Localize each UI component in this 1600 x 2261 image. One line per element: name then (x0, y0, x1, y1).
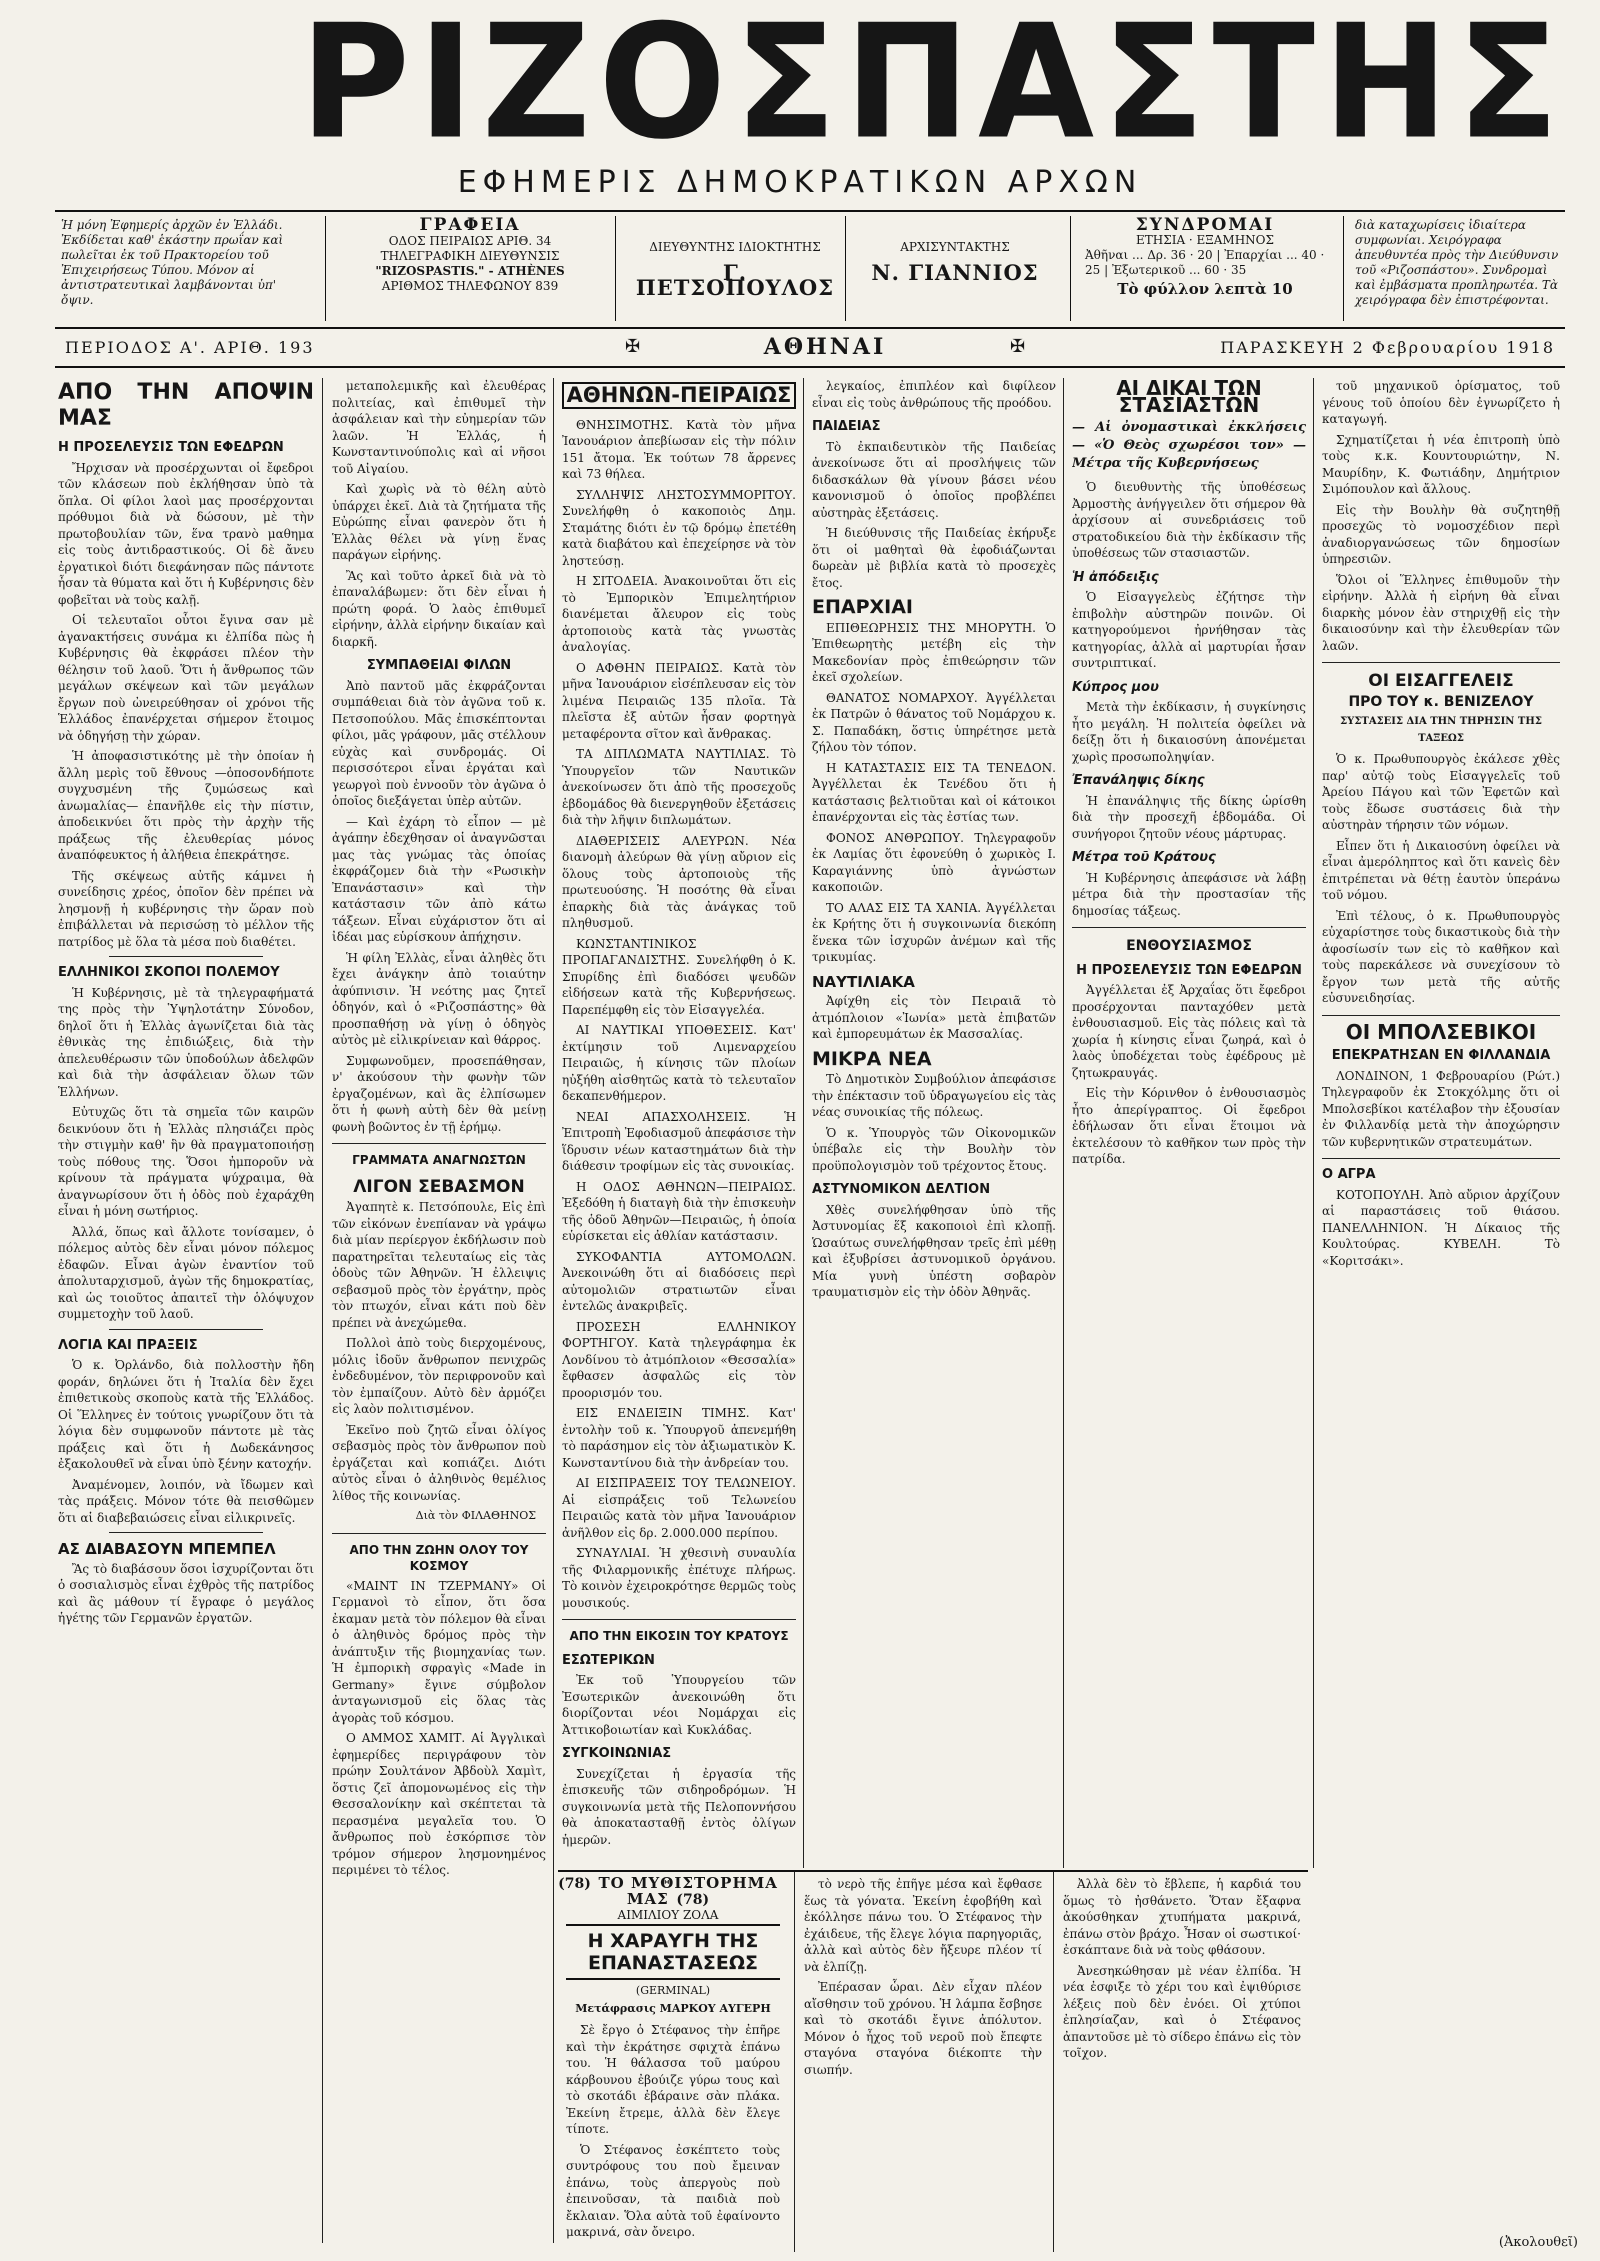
article-paragraph: Ἡ Κυβέρνησις, μὲ τὰ τηλεγραφήματά της πρὸς τὴν Ὑψηλοτάτην Σύνοδον, δηλοῖ ὅτι ἡ Ἑλλὰς ἀγωνίζεται διὰ τὰς ἐθνικὰς της ἐπιδιώξεις, διὰ τὴν ἀπελευθέρωσιν τῶν ὑποδούλων ἀδελφῶν καὶ διὰ τὴν ἀσφάλειαν ὅλων τῶν Ἑλλήνων. (58, 985, 314, 1099)
serial-translator: Μετάφρασις ΜΑΡΚΟΥ ΑΥΓΕΡΗ (575, 2002, 771, 2015)
serial-author: ΑΙΜΙΛΙΟΥ ΖΟΛΑ (617, 1908, 719, 1922)
serial-paragraph: Ἐπέρασαν ὧραι. Δὲν εἶχαν πλέον αἴσθησιν τοῦ χρόνου. Ἡ λάμπα ἔσβησε καὶ τὸ σκοτάδι ἔγινε ἀπόλυτον. Μόνον ὁ ἦχος τοῦ νεροῦ ποὺ ἔπεφτε σταγόνα σταγόνα διέκοπτε τὴν σιωπήν. (804, 1980, 1042, 2077)
column-2 (332, 378, 546, 2243)
serial-novel (558, 1870, 1308, 2252)
article-paragraph: Ο ΑΦΘΗΝ ΠΕΙΡΑΙΩΣ. Κατὰ τὸν μῆνα Ἰανουάριον εἰσέπλευσαν εἰς τὸν λιμένα Πειραιῶς 135 πλοῖα. Τὰ πλεῖστα ἐξ αὐτῶν ἦσαν φορτηγὰ μεταφέροντα σῖτον καὶ ἄνθρακας. (562, 660, 796, 741)
article-subheading: Μέτρα τοῦ Κράτους (1072, 850, 1216, 865)
subs-columns: ΕΤΗΣΙΑ · ΕΞΑΜΗΝΟΣ (1135, 233, 1274, 247)
editor-label: ΑΡΧΙΣΥΝΤΑΚΤΗΣ (900, 240, 1010, 254)
section-heading: ΣΥΓΚΟΙΝΩΝΙΑΣ (562, 1746, 672, 1761)
editor-block (855, 218, 1055, 285)
serial-paragraph: Ἀλλὰ δὲν τὸ ἔβλεπε, ἡ καρδιά του ὅμως τὸ ἠσθάνετο. Ὅταν ἔξαφνα ἀκούσθηκαν χτυπήματα μακρινά, ἐπάνω στὸν βράχο. Ἦσαν οἱ σωστικοί· ἐσκάπτανε διὰ νὰ τοὺς φθάσουν. (1063, 1877, 1301, 1957)
divider (1072, 927, 1306, 928)
masthead (0, 0, 1600, 205)
article-paragraph: ΣΥΚΟΦΑΝΤΙΑ ΑΥΤΟΜΟΛΩΝ. Ἀνεκοινώθη ὅτι αἱ διαδόσεις περὶ αὐτομολιῶν στρατιωτῶν εἶναι ἐντελῶς ἀνακριβεῖς. (562, 1249, 796, 1313)
article-paragraph: Εἰς τὴν Βουλὴν θὰ συζητηθῇ προσεχῶς τὸ νομοσχέδιον περὶ ἀναδιοργανώσεως τῶν δημοσίων ὑπηρεσιῶν. (1322, 502, 1560, 566)
serial-header (558, 1876, 778, 1923)
article-paragraph: Εἶπεν ὅτι ἡ Δικαιοσύνη ὀφείλει νὰ εἶναι ἀμερόληπτος καὶ ὅτι κανεὶς δὲν ἐπιτρέπεται νὰ θέτῃ ἑαυτὸν ὑπεράνω τοῦ νόμου. (1322, 838, 1560, 902)
divider (1343, 216, 1344, 321)
article-paragraph: Ἐκεῖνο ποὺ ζητῶ εἶναι ὀλίγος σεβασμὸς πρὸς τὸν ἄνθρωπον ποὺ ἐργάζεται καὶ κοπιάζει. Διότι αὐτὸς εἶναι ὁ ἀληθινὸς θεμέλιος λίθος τῆς κοινωνίας. (332, 1422, 546, 1503)
serial-number: (78) (676, 1892, 710, 1908)
article-paragraph: Τὸ Δημοτικὸν Συμβούλιον ἀπεφάσισε τὴν ἐπέκτασιν τοῦ ὑδραγωγείου εἰς τὰς νέας συνοικίας τῆς πόλεως. (812, 1072, 1056, 1119)
article-subheading: Η ΠΡΟΣΕΛΕΥΣΙΣ ΤΩΝ ΕΦΕΔΡΩΝ (58, 440, 284, 455)
article-paragraph: ΦΟΝΟΣ ΑΝΘΡΩΠΟΥ. Τηλεγραφοῦν ἐκ Λαμίας ὅτι ἐφονεύθη ὁ χωρικὸς Ι. Καραγιάννης ὑπὸ ἀγνώστων κακοποιῶν. (812, 830, 1056, 894)
section-heading: Ο ΑΓΡΑ (1322, 1167, 1376, 1182)
article-subheading: Κύπρος μου (1072, 679, 1159, 695)
article-heading: ΠΡΟ ΤΟΥ κ. ΒΕΝΙΖΕΛΟΥ (1348, 693, 1534, 710)
article-paragraph: Ἐκ τοῦ Ὑπουργείου τῶν Ἐσωτερικῶν ἀνεκοινώθη ὅτι διορίζονται νέοι Νομάρχαι εἰς Ἀττικοβοιωτίαν καὶ Κυκλάδας. (562, 1673, 796, 1737)
serial-number: (78) (558, 1876, 591, 1892)
article-paragraph: Ἀγγέλλεται ἐξ Ἀρχαΐας ὅτι ἔφεδροι προσέρχονται πανταχόθεν μετὰ ἐνθουσιασμοῦ. Εἰς τὰς πόλεις καὶ τὰ χωρία ἡ κίνησις εἶναι ζωηρά, καὶ ὁ λαὸς ὑποδέχεται τοὺς ἐφέδρους μὲ ζητωκραυγάς. (1072, 983, 1306, 1080)
article-paragraph: Ἡ ἐπανάληψις τῆς δίκης ὡρίσθη διὰ τὴν προσεχῆ ἑβδομάδα. Οἱ συνήγοροι ζητοῦν νέους μάρτυρας. (1072, 793, 1306, 841)
star-ornament: ✠ (1010, 336, 1026, 357)
issue-date: ΠΑΡΑΣΚΕΥΗ 2 Φεβρουαρίου 1918 (1220, 338, 1555, 357)
article-subheading: ΣΥΜΠΑΘΕΙΑΙ ΦΙΛΩΝ (366, 658, 512, 673)
column-4 (812, 378, 1056, 1866)
section-heading: ΕΣΩΤΕΡΙΚΩΝ (562, 1652, 655, 1668)
serial-paragraph: Ὁ Στέφανος ἐσκέπτετο τοὺς συντρόφους του ποὺ ἔμειναν ἐπάνω, τοὺς ἀπεργοὺς ποὺ ἐπεινοῦσαν, τὰ παιδιὰ ποὺ ἔκλαιαν. Ὅλα αὐτὰ τοῦ ἐφαίνοντο μακρινά, σὰν ὄνειρο. (566, 2142, 780, 2239)
serial-paragraph: τὸ νερὸ τῆς ἐπῆγε μέσα καὶ ἔφθασε ἕως τὰ γόνατα. Ἐκείνη ἐφοβήθη καὶ ἐκόλλησε πάνω του. Ὁ Στέφανος τὴν ἐχάιδευε, τῆς ἔλεγε λόγια παρηγοριᾶς, ἀλλὰ καὶ αὐτὸς δὲν ἤξευρε πλέον τί νὰ ἐλπίζῃ. (804, 1877, 1042, 1974)
article-paragraph: ΑΙ ΕΙΣΠΡΑΞΕΙΣ ΤΟΥ ΤΕΛΩΝΕΙΟΥ. Αἱ εἰσπράξεις τοῦ Τελωνείου Πειραιῶς κατὰ τὸν μῆνα Ἰανουάριον ἀνῆλθον εἰς δρ. 2.000.000 περίπου. (562, 1476, 796, 1540)
serial-paragraph: Σὲ ἔργο ὁ Στέφανος τὴν ἐπῆρε καὶ τὴν ἐκράτησε σφιχτὰ ἐπάνω του. Ἡ θάλασσα τοῦ μαύρου κάρβουνου ἐβούιζε γύρω τους καὶ τὸ σκοτάδι ἐβάραινε σὰν πλάκα. Ἐκείνη ἔτρεμε, ἀλλὰ δὲν ἔλεγε τίποτε. (566, 2023, 780, 2136)
article-subheading: Ἡ ἀπόδειξις (1072, 569, 1159, 585)
article-subheading: ΑΠΟ ΤΗΝ ΖΩΗΝ ΟΛΟΥ ΤΟΥ ΚΟΣΜΟΥ (349, 1542, 529, 1573)
article-heading: ΟΙ ΜΠΟΛΣΕΒΙΚΟΙ (1345, 1019, 1537, 1044)
serial-subtitle: (GERMINAL) (635, 1984, 711, 1997)
continued-note: (Ἀκολουθεῖ) (1498, 2235, 1578, 2250)
article-heading: ΛΙΓΟΝ ΣΕΒΑΣΜΟΝ (353, 1176, 525, 1197)
serial-text-col-1 (566, 2022, 780, 2247)
column-rule (322, 378, 323, 2243)
article-paragraph: Ο ΑΜΜΟΣ ΧΑΜΙΤ. Αἱ Ἀγγλικαὶ ἐφημερίδες περιγράφουν τὸν πρώην Σουλτάνον Ἀβδοὺλ Χαμὶτ, ὅστις ζεῖ ἀπομονωμένος εἰς τὴν Θεσσαλονίκην καὶ σκέπτεται τὰ περασμένα μεγαλεῖα του. Ὁ ἄνθρωπος ποὺ ἐσκόρπισε τὸν τρόμον σήμερον λησμονημένος περιμένει τὸ τέλος. (332, 1731, 546, 1877)
director-label: ΔΙΕΥΘΥΝΤΗΣ ΙΔΙΟΚΤΗΤΗΣ (649, 240, 821, 254)
divider (1322, 1158, 1560, 1159)
serial-title: Η ΧΑΡΑΥΓΗ ΤΗΣ ΕΠΑΝΑΣΤΑΣΕΩΣ (566, 1924, 780, 1980)
article-paragraph: ΔΙΑΘΕΡΙΣΕΙΣ ΑΛΕΥΡΩΝ. Νέα διανομὴ ἀλεύρων θὰ γίνῃ αὔριον εἰς ὅλους τοὺς ἀρτοποιοὺς τῆς πρωτευούσης. Ἡ ποσότης θὰ εἶναι ἐπαρκὴς διὰ τὰς ἀνάγκας τοῦ πληθυσμοῦ. (562, 833, 796, 930)
article-paragraph: Εἰς τὴν Κόρινθον ὁ ἐνθουσιασμὸς ἦτο ἀπερίγραπτος. Οἱ ἔφεδροι ἐδήλωσαν ὅτι εἶναι ἕτοιμοι νὰ ἐκτελέσουν τὸ καθῆκον των πρὸς τὴν πατρίδα. (1072, 1086, 1306, 1166)
article-paragraph: Ἀναμένομεν, λοιπόν, νὰ ἴδωμεν καὶ τὰς πράξεις. Μόνον τότε θὰ πεισθῶμεν ὅτι αἱ διαβεβαιώσεις εἶναι εἰλικρινεῖς. (58, 1477, 314, 1525)
serial-label: ΤΟ ΜΥΘΙΣΤΟΡΗΜΑ ΜΑΣ (598, 1874, 778, 1908)
article-paragraph: Πολλοὶ ἀπὸ τοὺς διερχομένους, μόλις ἰδοῦν ἄνθρωπον πενιχρῶς ἐνδεδυμένον, τὸν περιφρονοῦν καὶ τὸν ἐμπαίζουν. Αὐτὸ δὲν ἀρμόζει εἰς λαὸν πολιτισμένον. (332, 1336, 546, 1416)
serial-text-col-2 (804, 1876, 1042, 2246)
article-paragraph: Η ΣΙΤΟΔΕΙΑ. Ἀνακοινοῦται ὅτι εἰς τὸ Ἐμπορικὸν Ἐπιμελητήριον διανέμεται ἄλευρον εἰς τοὺς ἀρτοποιοὺς κατὰ τὰς γνωστὰς ἀναλογίας. (562, 574, 796, 654)
issue-number: ΠΕΡΙΟΔΟΣ Α'. ΑΡΙΘ. 193 (65, 338, 315, 357)
director-block (635, 218, 835, 300)
divider (615, 216, 616, 321)
article-paragraph: Ἀπὸ παντοῦ μᾶς ἐκφράζονται συμπάθειαι διὰ τὸν ἀγῶνα τοῦ κ. Πετσοπούλου. Μᾶς ἐπισκέπτονται φίλοι, μᾶς γράφουν, μᾶς στέλλουν εὐχὰς καὶ συνδρομάς. Οἱ περισσότεροι εἶναι ἐργάται καὶ γεωργοὶ ποὺ ἐννοοῦν τὸν ἀγῶνα ὁ ὁποῖος διεξάγεται ὑπὲρ αὐτῶν. (332, 678, 546, 808)
article-paragraph: Τὸ ἐκπαιδευτικὸν τῆς Παιδείας ἀνεκοίνωσε ὅτι αἱ προσλήψεις τῶν διδασκάλων θὰ γίνουν βάσει νέου κανονισμοῦ ὁ ὁποῖος προβλέπει αὐστηρὰς ἐξετάσεις. (812, 439, 1056, 520)
column-rule (794, 1872, 795, 2252)
article-paragraph: Ὁ Εἰσαγγελεὺς ἐζήτησε τὴν ἐπιβολὴν αὐστηρῶν ποινῶν. Οἱ κατηγορούμενοι ἠρνήθησαν τὰς κατηγορίας, ἀλλὰ αἱ μαρτυρίαι ἦσαν συντριπτικαί. (1072, 590, 1306, 670)
divider (1322, 662, 1560, 663)
article-paragraph: Χθὲς συνελήφθησαν ὑπὸ τῆς Ἀστυνομίας ἕξ κακοποιοὶ ἐπὶ κλοπῇ. Ὡσαύτως συνελήφθησαν τρεῖς ἐπὶ μέθῃ καὶ ἐξυβρίσει ἀστυνομικοῦ ὀργάνου. Μία γυνὴ ὑπέστη σοβαρὸν τραυματισμὸν εἰς τὴν ὁδὸν Ἀθηνᾶς. (812, 1202, 1056, 1299)
article-heading: ΑΙ ΔΙΚΑΙ ΤΩΝ ΣΤΑΣΙΑΣΤΩΝ (1116, 378, 1262, 417)
article-paragraph: Τῆς σκέψεως αὐτῆς κάμνει ἡ συνείδησις χρέος, ὁποῖον δὲν πρέπει νὰ λησμονῇ ἡ κυβέρνησις τὴν ὥραν ποὺ ἐπιβάλλεται νὰ περισώσῃ τὸ μέλλον τῆς πατρίδος μὲ ὅλα τὰ μέσα ποὺ διαθέτει. (58, 868, 314, 949)
article-subheading: Η ΠΡΟΣΕΛΕΥΣΙΣ ΤΩΝ ΕΦΕΔΡΩΝ (1076, 962, 1302, 978)
divider (845, 216, 846, 321)
newspaper-subtitle: ΕΦΗΜΕΡΙΣ ΔΗΜΟΚΡΑΤΙΚΩΝ ΑΡΧΩΝ (457, 165, 1143, 200)
article-paragraph: ΚΟΤΟΠΟΥΛΗ. Ἀπὸ αὔριον ἀρχίζουν αἱ παραστάσεις τοῦ θιάσου. ΠΑΝΕΛΛΗΝΙΟΝ. Ἡ Δίκαιος τῆς Κουλτούρας. ΚΥΒΕΛΗ. Τὸ «Κοριτσάκι». (1322, 1187, 1560, 1268)
article-paragraph: Ἂς τὸ διαβάσουν ὅσοι ἰσχυρίζονται ὅτι ὁ σοσιαλισμὸς εἶναι ἐχθρὸς τῆς πατρίδος καὶ ἂς μάθουν τί ἔγραφε ὁ μεγάλος ἡγέτης τῶν Γερμανῶν ἐργατῶν. (58, 1561, 314, 1625)
article-subheading: Ἐπανάληψις δίκης (1072, 773, 1205, 788)
offices-address: ΟΔΟΣ ΠΕΙΡΑΙΩΣ ΑΡΙΘ. 34 (388, 234, 552, 248)
article-subheading: ΑΠΟ ΤΗΝ ΕΙΚΟΣΙΝ ΤΟΥ ΚΡΑΤΟΥΣ (569, 1629, 789, 1643)
article-paragraph: Εὐτυχῶς ὅτι τὰ σημεῖα τῶν καιρῶν δεικνύουν ὅτι ἡ Ἑλλὰς πλησιάζει πρὸς τὴν στιγμὴν καθ' ἣν θὰ πραγματοποιήσῃ τοὺς πόθους της. Ὅσοι ἠμποροῦν νὰ κρίνουν τὰ πράγματα ψύχραιμα, θὰ ἀναγνωρίσουν ὅτι ἡ ὁδὸς ποὺ ἐχαράχθη εἶναι ἡ μόνη σωτήριος. (58, 1105, 314, 1218)
subscriptions-block (1085, 215, 1325, 298)
article-subheading: ΕΠΕΚΡΑΤΗΣΑΝ ΕΝ ΦΙΛΛΑΝΔΙΑ (1331, 1048, 1551, 1063)
section-heading: ΜΙΚΡΑ ΝΕΑ (812, 1047, 932, 1070)
section-heading: ΝΑΥΤΙΛΙΑΚΑ (812, 972, 915, 991)
article-paragraph: Συνεχίζεται ἡ ἐργασία τῆς ἐπισκευῆς τῶν σιδηροδρόμων. Ἡ συγκοινωνία μετὰ τῆς Πελοποννήσου θὰ ἀποκατασταθῇ ἐντὸς ὀλίγων ἡμερῶν. (562, 1766, 796, 1847)
article-paragraph: ΝΕΑΙ ΑΠΑΣΧΟΛΗΣΕΙΣ. Ἡ Ἐπιτροπὴ Ἐφοδιασμοῦ ἀπεφάσισε τὴν ἵδρυσιν νέων καταστημάτων διὰ τὴν διάθεσιν τροφίμων εἰς τὰς συνοικίας. (562, 1109, 796, 1173)
article-paragraph: Μετὰ τὴν ἐκδίκασιν, ἡ συγκίνησις ἦτο μεγάλη. Ἡ πολιτεία ὀφείλει νὰ δείξῃ ὅτι ἡ δικαιοσύνη ἀπονέμεται χωρὶς προσωποληψίαν. (1072, 700, 1306, 764)
article-paragraph: Ἐπὶ τέλους, ὁ κ. Πρωθυπουργὸς εὐχαρίστησε τοὺς δικαστικοὺς διὰ τὴν ἀφοσίωσίν των εἰς τὸ καθῆκον καὶ τοὺς παρεκάλεσε νὰ συνεχίσουν τὸ ἔργον των μετὰ τῆς αὐτῆς εὐσυνειδησίας. (1322, 908, 1560, 1005)
article-paragraph: Ἡ διεύθυνσις τῆς Παιδείας ἐκήρυξε ὅτι οἱ μαθηταὶ θὰ ἐφοδιάζωνται δωρεὰν μὲ βιβλία κατὰ τὸ προσεχὲς ἔτος. (812, 526, 1056, 590)
info-band (55, 210, 1565, 329)
issue-city: ΑΘΗΝΑΙ (763, 334, 887, 360)
article-heading: ΕΝΘΟΥΣΙΑΣΜΟΣ (1126, 938, 1252, 954)
article-heading: ΑΠΟ ΤΗΝ ΑΠΟΨΙΝ ΜΑΣ (58, 380, 314, 431)
article-paragraph: ΘΝΗΣΙΜΟΤΗΣ. Κατὰ τὸν μῆνα Ἰανουάριον ἀπεβίωσαν εἰς τὴν πόλιν 151 ἄτομα. Ἐκ τούτων 78 ἄρρενες καὶ 73 θήλεα. (562, 417, 796, 481)
section-heading: ΠΑΙΔΕΙΑΣ (812, 419, 881, 434)
article-paragraph: Καὶ χωρὶς νὰ τὸ θέλη αὐτὸ ὑπάρχει ἐκεῖ. Διὰ τὰ ζητήματα τῆς Εὐρώπης εἶναι φανερὸν ὅτι ἡ Ἑλλὰς θέλει νὰ γίνῃ ἕνας παράγων εἰρήνης. (332, 482, 546, 562)
article-paragraph: Ὁ διευθυντὴς τῆς ὑποθέσεως Ἀρμοστὴς ἀνήγγειλεν ὅτι σήμερον θὰ ἀρχίσουν αἱ συνεδριάσεις τοῦ στρατοδικείου διὰ τὴν ἐκδίκασιν τῆς ὑποθέσεως τῶν στασιαστῶν. (1072, 480, 1306, 560)
divider (332, 1143, 546, 1144)
article-paragraph: ΠΡΟΣΕΣΗ ΕΛΛΗΝΙΚΟΥ ΦΟΡΤΗΓΟΥ. Κατὰ τηλεγράφημα ἐκ Λονδίνου τὸ ἀτμόπλοιον «Θεσσαλία» ἔφθασεν ἀσφαλῶς εἰς τὸν προορισμόν του. (562, 1319, 796, 1400)
column-rule (553, 378, 554, 2243)
article-paragraph: τοῦ μηχανικοῦ ὁρίσματος, τοῦ γένους τοῦ ὁποίου δὲν ἐγνωρίζετο ἡ καταγωγή. (1322, 379, 1560, 426)
article-paragraph: ΤΑ ΔΙΠΛΩΜΑΤΑ ΝΑΥΤΙΛΙΑΣ. Τὸ Ὑπουργεῖον τῶν Ναυτικῶν ἀνεκοίνωσεν ὅτι ἀπὸ τῆς προσεχοῦς ἑβδομάδος θὰ διενεργηθοῦν ἐξετάσεις διὰ τὴν λῆψιν διπλωμάτων. (562, 747, 796, 827)
divider (332, 1533, 546, 1534)
divider (1322, 1015, 1560, 1016)
article-paragraph: ΤΟ ΑΛΑΣ ΕΙΣ ΤΑ ΧΑΝΙΑ. Ἀγγέλλεται ἐκ Κρήτης ὅτι ἡ συγκοινωνία διεκόπη ἕνεκα τῶν ἰσχυρῶν ἀνέμων καὶ τῆς τρικυμίας. (812, 900, 1056, 964)
article-heading: ΑΘΗΝΩΝ-ΠΕΙΡΑΙΩΣ (562, 382, 796, 409)
editor-name: Ν. ΓΙΑΝΝΙΟΣ (871, 260, 1039, 285)
article-paragraph: Ἡ ἀποφασιστικότης μὲ τὴν ὁποίαν ἡ ἄλλη μερὶς τοῦ ἔθνους —ὁποσονδήποτε συγχυσμένη τῆς ζυμώσεως καὶ ἀνωμαλίας— ἐπανῆλθε εἰς τὴν πίστιν, ἀποδεικνύει ὅτι πρὸς τὴν ἀρχὴν τῆς πράξεως τῆς ἐλευθερίας μόνος ἀναπόφευκτος ἡ ἀλήθεια ἐπεκράτησε. (58, 749, 314, 862)
section-heading: ΑΣΤΥΝΟΜΙΚΟΝ ΔΕΛΤΙΟΝ (812, 1182, 991, 1197)
article-paragraph: ΕΙΣ ΕΝΔΕΙΞΙΝ ΤΙΜΗΣ. Κατ' ἐντολὴν τοῦ κ. Ὑπουργοῦ ἀπενεμήθη τὸ παράσημον εἰς τὸν ἀξιωματικὸν Κ. Κωνσταντίνου διὰ τὴν ἀνδρείαν του. (562, 1406, 796, 1470)
serial-text-col-3 (1063, 1876, 1301, 2226)
telegraph-address: "RIZOSPASTIS." - ATHÈNES (375, 264, 565, 278)
article-paragraph: Ὁ κ. Ὑπουργὸς τῶν Οἰκονομικῶν ὑπέβαλε εἰς τὴν Βουλὴν τὸν προϋπολογισμὸν τοῦ τρέχοντος ἔτους. (812, 1125, 1056, 1173)
article-subheading: ΓΡΑΜΜΑΤΑ ΑΝΑΓΝΩΣΤΩΝ (352, 1153, 526, 1167)
article-paragraph: Συμφωνοῦμεν, προσεπάθησαν, ν' ἀκούσουν τὴν φωνὴν τῶν ἐργαζομένων, καὶ ἂς ἐλπίσωμεν ὅτι ἡ φωνὴ αὐτὴ δὲν θὰ μείνῃ φωνὴ βοῶντος ἐν τῇ ἐρήμῳ. (332, 1053, 546, 1134)
divider (1070, 216, 1071, 321)
article-paragraph: Ὁ κ. Πρωθυπουργὸς ἐκάλεσε χθὲς παρ' αὐτῷ τοὺς Εἰσαγγελεῖς τοῦ Ἀρείου Πάγου καὶ τῶν Ἐφετῶν καὶ τοὺς ἔδωσε συστάσεις διὰ τὴν αὐστηρὰν τήρησιν τῶν νόμων. (1322, 752, 1560, 832)
article-paragraph: ΣΥΛΛΗΨΙΣ ΛΗΣΤΟΣΥΜΜΟΡΙΤΟΥ. Συνελήφθη ὁ κακοποιὸς Δημ. Σταμάτης διότι ἐν τῷ δρόμῳ ἐπετέθη κατὰ διαβάτου καὶ ἐπεχείρησε νὰ τὸν ληστεύσῃ. (562, 487, 796, 568)
article-paragraph: Ἡ Κυβέρνησις ἀπεφάσισε νὰ λάβῃ μέτρα διὰ τὴν προστασίαν τῆς δημοσίας τάξεως. (1072, 870, 1306, 918)
star-ornament: ✠ (625, 336, 641, 357)
article-heading: ΟΙ ΕΙΣΑΓΓΕΛΕΙΣ (1368, 671, 1514, 691)
article-paragraph: Ὁ κ. Ὀρλάνδο, διὰ πολλοστὴν ἤδη φοράν, δηλώνει ὅτι ἡ Ἰταλία δὲν ἔχει ἐπιθετικοὺς σκοποὺς κατὰ τῆς Ἑλλάδος. Οἱ Ἕλληνες ἐν τούτοις γνωρίζουν ὅτι τὰ λόγια δὲν συμφωνοῦν πάντοτε μὲ τὰς πράξεις καὶ ὅτι ἡ Δωδεκάνησος ἐξακολουθεῖ νὰ εἶναι ὑπὸ ξένην κατοχήν. (58, 1358, 314, 1471)
article-subheading: ΛΟΓΙΑ ΚΑΙ ΠΡΑΞΕΙΣ (58, 1337, 198, 1353)
article-subheading: ΕΛΛΗΝΙΚΟΙ ΣΚΟΠΟΙ ΠΟΛΕΜΟΥ (58, 965, 280, 980)
article-paragraph: Ἀφίχθη εἰς τὸν Πειραιᾶ τὸ ἀτμόπλοιον «Ἰωνία» μετὰ ἐπιβατῶν καὶ ἐμπορευμάτων ἐκ Μασσαλίας. (812, 994, 1056, 1041)
article-paragraph: λεγκαίος, ἐπιπλέον καὶ διφίλεον εἶναι εἰς τοὺς ἀνθρώπους τῆς προόδου. (812, 379, 1056, 410)
article-paragraph: μεταπολεμικῆς καὶ ἐλευθέρας πολιτείας, καὶ ἐπιθυμεῖ τὴν ἀσφάλειαν καὶ τὴν εὐημερίαν τῶν λαῶν. Ἡ Ἑλλάς, ἡ Κωνσταντινούπολις καὶ αἱ νῆσοι τοῦ Αἰγαίου. (332, 379, 546, 476)
article-paragraph: Οἱ τελευταῖοι οὗτοι ἔγινα σαν μὲ ἀγανακτήσεις συνάμα κι ἐλπίδα πὼς ἡ Κυβέρνησις θὰ ἐκφράσει πλέον τὴν θέλησιν τοῦ λαοῦ. Ὅτι ἡ ἄνθρωπος τῶν μεγάλων σκέψεων καὶ τῶν μεγάλων ἔργων ποὺ ὠνειρεύθησαν οἱ χρόνοι τῆς Ἑλλάδος ἐπανέρχεται σήμερον ἔτοιμος νὰ ὁδηγήσῃ τὴν χώραν. (58, 613, 314, 743)
offices-title: ΓΡΑΦΕΙΑ (419, 215, 521, 235)
divider (109, 1532, 263, 1533)
divider (325, 216, 326, 321)
serial-paragraph: Ἀνεσηκώθησαν μὲ νέαν ἐλπίδα. Ἡ νέα ἐσφιξε τὸ χέρι του καὶ ἐψιθύρισε λέξεις ποὺ δὲν ἐνόει. Οἱ χτύποι ἐπλησίαζαν, καὶ ὁ Στέφανος ἀπαντοῦσε μὲ τὸ σίδερο ἐπάνω εἰς τὸν τοῖχον. (1063, 1963, 1301, 2060)
column-1 (58, 378, 314, 2243)
section-heading: ΕΠΑΡΧΙΑΙ (812, 596, 914, 618)
article-paragraph: Ἀλλά, ὅπως καὶ ἄλλοτε τονίσαμεν, ὁ πόλεμος αὐτὸς δὲν εἶναι μόνον πόλεμος ἐδαφῶν. Εἶναι ἀγὼν ἐναντίον τοῦ ἀπολυταρχισμοῦ, ἀγὼν τῆς δημοκρατίας, καὶ ὡς τοιοῦτος ἀπαιτεῖ τὴν ὁλόψυχον συμμετοχὴν τοῦ λαοῦ. (58, 1224, 314, 1321)
article-deck: ΣΥΣΤΑΣΕΙΣ ΔΙΑ ΤΗΝ ΤΗΡΗΣΙΝ ΤΗΣ ΤΑΞΕΩΣ (1340, 716, 1542, 744)
article-paragraph: Η ΚΑΤΑΣΤΑΣΙΣ ΕΙΣ ΤΑ ΤΕΝΕΔΟΝ. Ἀγγέλλεται ἐκ Τενέδου ὅτι ἡ κατάστασις βελτιοῦται καὶ οἱ κάτοικοι ἐπανέρχονται εἰς τὰς ἐστίας των. (812, 760, 1056, 824)
newspaper-title: ΡΙΖΟΣΠΑΣΤΗΣ (300, 0, 1567, 175)
article-paragraph: «ΜΑΙΝΤ ΙΝ ΤΖΕΡΜΑΝΥ» Οἱ Γερμανοὶ τὸ εἶπον, ὅτι ὅσα ἐκαμαν μετὰ τὸν πόλεμον θὰ εἶναι ὁ ἀληθινὸς δρόμος πρὸς τὴν ἀνάπτυξιν τῆς βιομηχανίας των. Ἡ ἐμπορικὴ σφραγὶς «Made in Germany» ἔγινε σύμβολον ἀνταγωνισμοῦ εἰς ὅλας τὰς ἀγορὰς τοῦ κόσμου. (332, 1578, 546, 1725)
divider (109, 1329, 263, 1330)
article-paragraph: ΛΟΝΔΙΝΟΝ, 1 Φεβρουαρίου (Ρώτ.) Τηλεγραφοῦν ἐκ Στοκχόλμης ὅτι οἱ Μπολσεβίκοι κατέλαβον τὴν ἐξουσίαν ἐν Φιλλανδίᾳ μετὰ τὴν ἀποχώρησιν τῶν κυβερνητικῶν στρατευμάτων. (1322, 1068, 1560, 1149)
divider (562, 1619, 796, 1620)
article-paragraph: Ἤρχισαν νὰ προσέρχωνται οἱ ἔφεδροι τῶν κλάσεων ποὺ ἐκλήθησαν ὑπὸ τὰ ὅπλα. Οἱ φίλοι λαοὶ μας προσέρχονται πρόθυμοι διὰ νὰ δώσουν, μὲ τὴν πρωτοβουλίαν τῶν, ἕνα τρανὸ μαθημα εἰς τοὺς ἀντιδραστικούς. Οἱ δὲ ἄνευ ἐργατικοὶ διότι διεφάνησαν πῶς πάντοτε ἦσαν τὰ θύματα καὶ ὅτι ἡ Κυβέρνησις δὲν φοβεῖται νὰ τοὺς καλῇ. (58, 460, 314, 607)
article-subheading: ΑΣ ΔΙΑΒΑΣΟΥΝ ΜΠΕΜΠΕΛ (58, 1540, 276, 1558)
phone-number: ΑΡΙΘΜΟΣ ΤΗΛΕΦΩΝΟΥ 839 (381, 279, 559, 293)
motto: Ἡ μόνη Ἐφημερίς ἀρχῶν ἐν Ἑλλάδι. Ἐκδίδεται καθ' ἑκάστην πρωΐαν καὶ πωλεῖται ἐκ τοῦ Πρακτορείου τοῦ Ἐπιχειρήσεως Τύπου. Μόνον αἱ ἀντιστρατευτικαὶ λαμβάνονται ὑπ' ὄψιν. (61, 218, 284, 307)
column-rule (1063, 378, 1064, 1868)
article-paragraph: Η ΟΔΟΣ ΑΘΗΝΩΝ—ΠΕΙΡΑΙΩΣ. Ἐξεδόθη ἡ διαταγὴ διὰ τὴν ἐπισκευὴν τῆς ὁδοῦ Ἀθηνῶν—Πειραιῶς, ἡ ὁποία εὑρίσκεται εἰς ἀθλίαν κατάστασιν. (562, 1179, 796, 1243)
article-paragraph: — Καὶ ἐχάρη τὸ εἶπον — μὲ ἀγάπην ἐδεχθησαν οἱ ἀναγνῶσται μας τὰς γνώμας τὰς ὁποίας ἐκφράζομεν διὰ τὴν «Ρωσικὴν Ἐπανάστασιν» καὶ τὴν κατάστασιν τῶν ἀπὸ κάτω τάξεων. Εἶναι εὐχάριστον ὅτι αἱ ἰδέαι μας εὑρίσκουν ἀπήχησιν. (332, 814, 546, 944)
article-paragraph: Ἀγαπητὲ κ. Πετσόπουλε, Εἰς ἐπὶ τῶν εἰκόνων ἐνεπίαναν νὰ γράψω διὰ μίαν περίεργον ἐκδήλωσιν ποὺ παρατηρεῖται τελευταίως εἰς τὰς ὁδοὺς τῶν Ἀθηνῶν. Ἡ ἐλλειψις σεβασμοῦ πρὸς τὸν ἐργάτην, πρὸς τὸν πτωχόν, εἶναι κάτι ποὺ δὲν πρέπει νὰ ἀνεχώμεθα. (332, 1200, 546, 1330)
column-rule (803, 378, 804, 1868)
column-rule (1313, 378, 1314, 1868)
subs-title: ΣΥΝΔΡΟΜΑΙ (1135, 215, 1275, 235)
telegraph-label: ΤΗΛΕΓΡΑΦΙΚΗ ΔΙΕΥΘΥΝΣΙΣ (380, 249, 560, 263)
article-paragraph: Ἂς καὶ τοῦτο ἀρκεῖ διὰ νὰ τὸ ἐπαναλάβωμεν: ὅτι δὲν εἶναι ἡ πρώτη φορά. Ὁ λαὸς ἐπιθυμεῖ εἰρήνην, ἀλλὰ εἰρήνην δικαίαν καὶ διαρκῆ. (332, 568, 546, 649)
offices-block (340, 215, 600, 294)
subs-rows: Ἀθῆναι ... Δρ. 36 · 20 | Ἐπαρχίαι ... 40 · 25 | Ἐξωτερικοῦ ... 60 · 35 (1085, 248, 1325, 277)
notes: διὰ καταχωρίσεις ἰδιαίτερα συμφωνίαι. Χειρόγραφα ἀπευθυντέα πρὸς τὴν Διεύθυνσιν τοῦ «Ριζοσπάστου». Συνδρομαὶ καὶ ἐμβάσματα προπληρωτέα. Τὰ χειρόγραφα δὲν ἐπιστρέφονται. (1355, 218, 1559, 307)
issue-line (55, 330, 1565, 368)
article-paragraph: Σχηματίζεται ἡ νέα ἐπιτροπὴ ὑπὸ τοὺς κ.κ. Κουντουριώτην, Ν. Μαυρίδην, Κ. Φωτιάδην, Δημήτριον Σιμόπουλον καὶ ἄλλους. (1322, 432, 1560, 496)
director-name: Γ. ΠΕΤΣΟΠΟΥΛΟΣ (635, 260, 835, 300)
article-paragraph: ΘΑΝΑΤΟΣ ΝΟΜΑΡΧΟΥ. Ἀγγέλλεται ἐκ Πατρῶν ὁ θάνατος τοῦ Νομάρχου κ. Σ. Παπαδάκη, ὅστις ὑπηρέτησε μετὰ ζήλου τὸν τόπον. (812, 690, 1056, 754)
column-rule (1053, 1872, 1054, 2252)
article-paragraph: Ἡ φίλη Ἐλλὰς, εἶναι ἀληθὲς ὅτι ἔχει ἀνάγκην ἀπὸ τοιαύτην ἀφύπνισιν. Ἡ νεότης μας ζητεῖ ὁδηγόν, καὶ ὁ «Ριζοσπάστης» θὰ προσπαθήσῃ νὰ γίνῃ ὁ ὁδηγὸς αὐτὸς μὲ εἰλικρίνειαν καὶ θάρρος. (332, 950, 546, 1047)
article-deck: — Αἱ ὀνομαστικαὶ ἐκκλήσεις — «Ὁ Θεὸς σχωρέσοι τον» — Μέτρα τῆς Κυβερνήσεως (1072, 420, 1306, 471)
article-paragraph: ΕΠΙΘΕΩΡΗΣΙΣ ΤΗΣ ΜΗΟΡΥΤΗ. Ὁ Ἐπιθεωρητὴς μετέβη εἰς τὴν Μακεδονίαν πρὸς ἐπιθεώρησιν τῶν ἐκεῖ σχολείων. (812, 620, 1056, 684)
article-paragraph: Ὅλοι οἱ Ἕλληνες ἐπιθυμοῦν τὴν εἰρήνην. Ἀλλὰ ἡ εἰρήνη θὰ εἶναι διαρκὴς μόνον ἐὰν στηριχθῇ εἰς τὴν δικαιοσύνην καὶ τὴν ἐλευθερίαν τῶν λαῶν. (1322, 572, 1560, 653)
article-paragraph: ΑΙ ΝΑΥΤΙΚΑΙ ΥΠΟΘΕΣΕΙΣ. Κατ' ἐκτίμησιν τοῦ Λιμεναρχείου Πειραιῶς, ἡ κίνησις τῶν πλοίων ηὐξήθη αἰσθητῶς κατὰ τὸ τελευταῖον δεκαπενθήμερον. (562, 1023, 796, 1103)
article-paragraph: ΚΩΝΣΤΑΝΤΙΝΙΚΟΣ ΠΡΟΠΑΓΑΝΔΙΣΤΗΣ. Συνελήφθη ὁ Κ. Σπυρίδης ἐπὶ διαδόσει ψευδῶν εἰδήσεων κατὰ τῆς Κυβερνήσεως. Παρεπέμφθη εἰς τὸν Εἰσαγγελέα. (562, 936, 796, 1017)
price: Τὸ φύλλον λεπτὰ 10 (1117, 280, 1293, 298)
divider (109, 956, 263, 957)
column-5 (1072, 378, 1306, 1866)
column-6 (1322, 378, 1560, 2228)
signature: Διὰ τὸν ΦΙΛΑΘΗΝΟΣ (415, 1509, 536, 1522)
article-paragraph: ΣΥΝΑΥΛΙΑΙ. Ἡ χθεσινὴ συναυλία τῆς Φιλαρμονικῆς ἐπέτυχε πλήρως. Τὸ κοινὸν ἐχειροκρότησε θερμῶς τοὺς μουσικούς. (562, 1546, 796, 1610)
